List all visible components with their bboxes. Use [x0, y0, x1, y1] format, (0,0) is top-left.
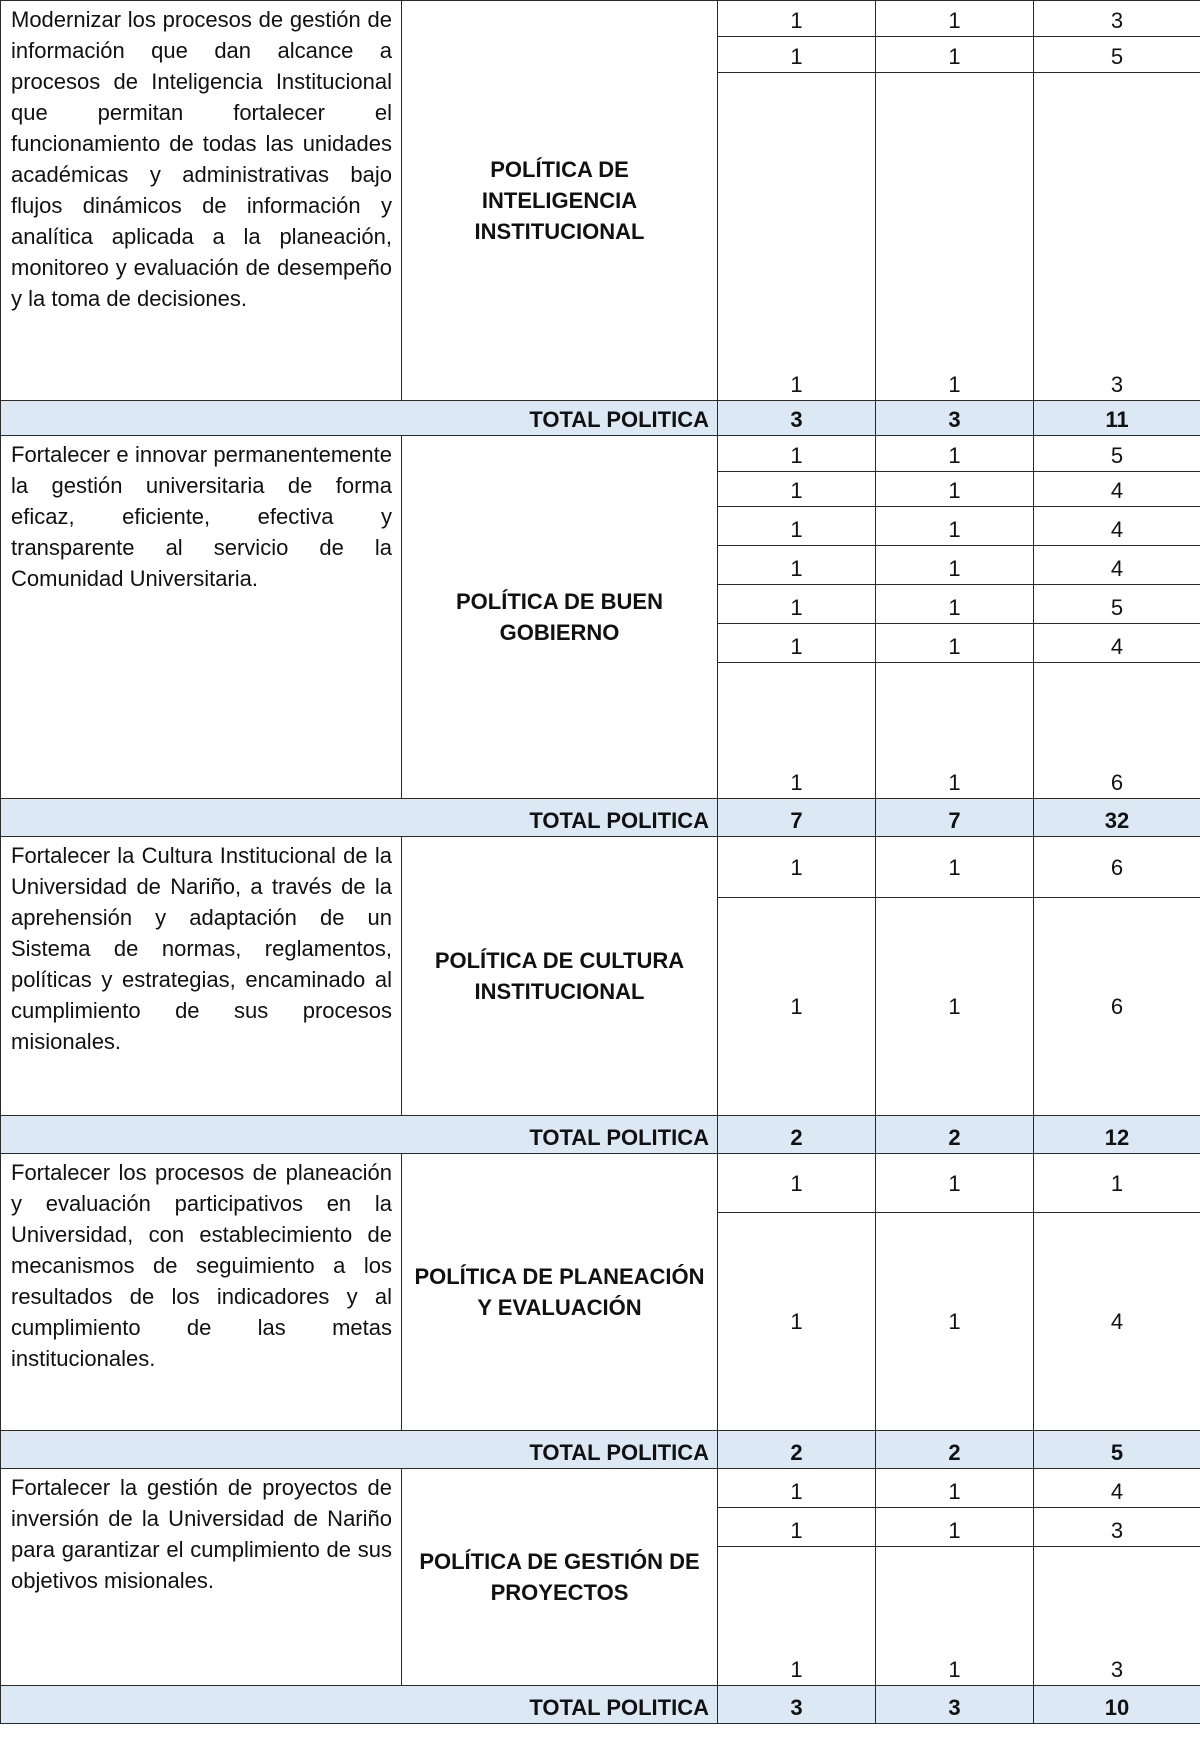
- value-cell-col-a: 1: [718, 1547, 876, 1686]
- value-cell-col-c: 4: [1034, 546, 1200, 585]
- value-cell-col-c: 3: [1034, 73, 1200, 401]
- total-cell-col-c: 11: [1034, 401, 1200, 436]
- value-cell-col-c: 1: [1034, 1154, 1200, 1213]
- value-cell-col-a: 1: [718, 1508, 876, 1547]
- value-cell-col-a: 1: [718, 1469, 876, 1508]
- value-cell-col-b: 1: [876, 1213, 1034, 1431]
- value-cell-col-b: 1: [876, 585, 1034, 624]
- value-cell-col-b: 1: [876, 37, 1034, 73]
- value-cell-col-c: 4: [1034, 472, 1200, 507]
- indicator-row: [1, 1, 1200, 37]
- value-cell-col-a: 1: [718, 898, 876, 1116]
- total-label: TOTAL POLITICA: [1, 401, 718, 436]
- total-cell-col-c: 12: [1034, 1116, 1200, 1154]
- total-label: TOTAL POLITICA: [1, 1116, 718, 1154]
- total-row: [1, 401, 1200, 436]
- total-cell-col-c: 32: [1034, 799, 1200, 837]
- value-cell-col-c: 3: [1034, 1508, 1200, 1547]
- total-cell-col-a: 7: [718, 799, 876, 837]
- value-cell-col-b: 1: [876, 507, 1034, 546]
- value-cell-col-b: 1: [876, 624, 1034, 663]
- value-cell-col-b: 1: [876, 1154, 1034, 1213]
- objective-text: Fortalecer la Cultura Institucional de la Universidad de Nariño, a través de la aprehensión y adaptación de un Sistema de normas, reglamentos, políticas y estrategias, encaminado al cumplimiento de sus procesos misionales.: [1, 837, 402, 1116]
- total-cell-col-b: 7: [876, 799, 1034, 837]
- total-label: TOTAL POLITICA: [1, 1686, 718, 1724]
- indicator-row: [1, 1154, 1200, 1213]
- value-cell-col-b: 1: [876, 73, 1034, 401]
- value-cell-col-c: 5: [1034, 585, 1200, 624]
- total-cell-col-c: 5: [1034, 1431, 1200, 1469]
- total-cell-col-b: 3: [876, 1686, 1034, 1724]
- total-label: TOTAL POLITICA: [1, 799, 718, 837]
- value-cell-col-a: 1: [718, 37, 876, 73]
- indicator-row: [1, 436, 1200, 472]
- policy-name: POLÍTICA DE GESTIÓN DE PROYECTOS: [402, 1469, 718, 1686]
- value-cell-col-c: 4: [1034, 1469, 1200, 1508]
- value-cell-col-b: 1: [876, 1547, 1034, 1686]
- indicator-row: [1, 1469, 1200, 1508]
- value-cell-col-a: 1: [718, 1154, 876, 1213]
- value-cell-col-c: 6: [1034, 898, 1200, 1116]
- value-cell-col-c: 4: [1034, 624, 1200, 663]
- value-cell-col-a: 1: [718, 436, 876, 472]
- value-cell-col-a: 1: [718, 546, 876, 585]
- value-cell-col-b: 1: [876, 663, 1034, 799]
- total-row: [1, 1431, 1200, 1469]
- value-cell-col-b: 1: [876, 898, 1034, 1116]
- value-cell-col-a: 1: [718, 624, 876, 663]
- value-cell-col-b: 1: [876, 436, 1034, 472]
- total-cell-col-a: 3: [718, 401, 876, 436]
- policy-name: POLÍTICA DE INTELIGENCIA INSTITUCIONAL: [402, 1, 718, 401]
- value-cell-col-b: 1: [876, 546, 1034, 585]
- value-cell-col-b: 1: [876, 1508, 1034, 1547]
- value-cell-col-a: 1: [718, 73, 876, 401]
- value-cell-col-a: 1: [718, 1, 876, 37]
- total-cell-col-b: 2: [876, 1116, 1034, 1154]
- value-cell-col-b: 1: [876, 472, 1034, 507]
- total-cell-col-a: 2: [718, 1431, 876, 1469]
- value-cell-col-c: 4: [1034, 507, 1200, 546]
- policy-name: POLÍTICA DE BUEN GOBIERNO: [402, 436, 718, 799]
- value-cell-col-c: 3: [1034, 1, 1200, 37]
- value-cell-col-b: 1: [876, 837, 1034, 898]
- policy-name: POLÍTICA DE PLANEACIÓN Y EVALUACIÓN: [402, 1154, 718, 1431]
- value-cell-col-a: 1: [718, 472, 876, 507]
- total-cell-col-a: 2: [718, 1116, 876, 1154]
- value-cell-col-c: 4: [1034, 1213, 1200, 1431]
- value-cell-col-a: 1: [718, 837, 876, 898]
- objective-text: Fortalecer e innovar permanentemente la gestión universitaria de forma eficaz, eficiente, efectiva y transparente al servicio de la Comunidad Universitaria.: [1, 436, 402, 799]
- total-row: [1, 799, 1200, 837]
- value-cell-col-c: 6: [1034, 837, 1200, 898]
- policy-name: POLÍTICA DE CULTURA INSTITUCIONAL: [402, 837, 718, 1116]
- value-cell-col-a: 1: [718, 663, 876, 799]
- objective-text: Modernizar los procesos de gestión de información que dan alcance a procesos de Inteligencia Institucional que permitan fortalecer el funcionamiento de todas las unidades académicas y administrativas bajo flujos dinámicos de información y analítica aplicada a la planeación, monitoreo y evaluación de desempeño y la toma de decisiones.: [1, 1, 402, 401]
- total-label: TOTAL POLITICA: [1, 1431, 718, 1469]
- value-cell-col-c: 5: [1034, 436, 1200, 472]
- total-cell-col-b: 3: [876, 401, 1034, 436]
- indicator-row: [1, 837, 1200, 898]
- value-cell-col-c: 3: [1034, 1547, 1200, 1686]
- objective-text: Fortalecer la gestión de proyectos de inversión de la Universidad de Nariño para garantizar el cumplimiento de sus objetivos misionales.: [1, 1469, 402, 1686]
- total-cell-col-a: 3: [718, 1686, 876, 1724]
- value-cell-col-b: 1: [876, 1469, 1034, 1508]
- total-cell-col-b: 2: [876, 1431, 1034, 1469]
- total-cell-col-c: 10: [1034, 1686, 1200, 1724]
- value-cell-col-a: 1: [718, 507, 876, 546]
- total-row: [1, 1116, 1200, 1154]
- value-cell-col-c: 6: [1034, 663, 1200, 799]
- value-cell-col-b: 1: [876, 1, 1034, 37]
- value-cell-col-a: 1: [718, 1213, 876, 1431]
- value-cell-col-c: 5: [1034, 37, 1200, 73]
- value-cell-col-a: 1: [718, 585, 876, 624]
- total-row: [1, 1686, 1200, 1724]
- objective-text: Fortalecer los procesos de planeación y evaluación participativos en la Universidad, con establecimiento de mecanismos de seguimiento a los resultados de los indicadores y al cumplimiento de las metas institucionales.: [1, 1154, 402, 1431]
